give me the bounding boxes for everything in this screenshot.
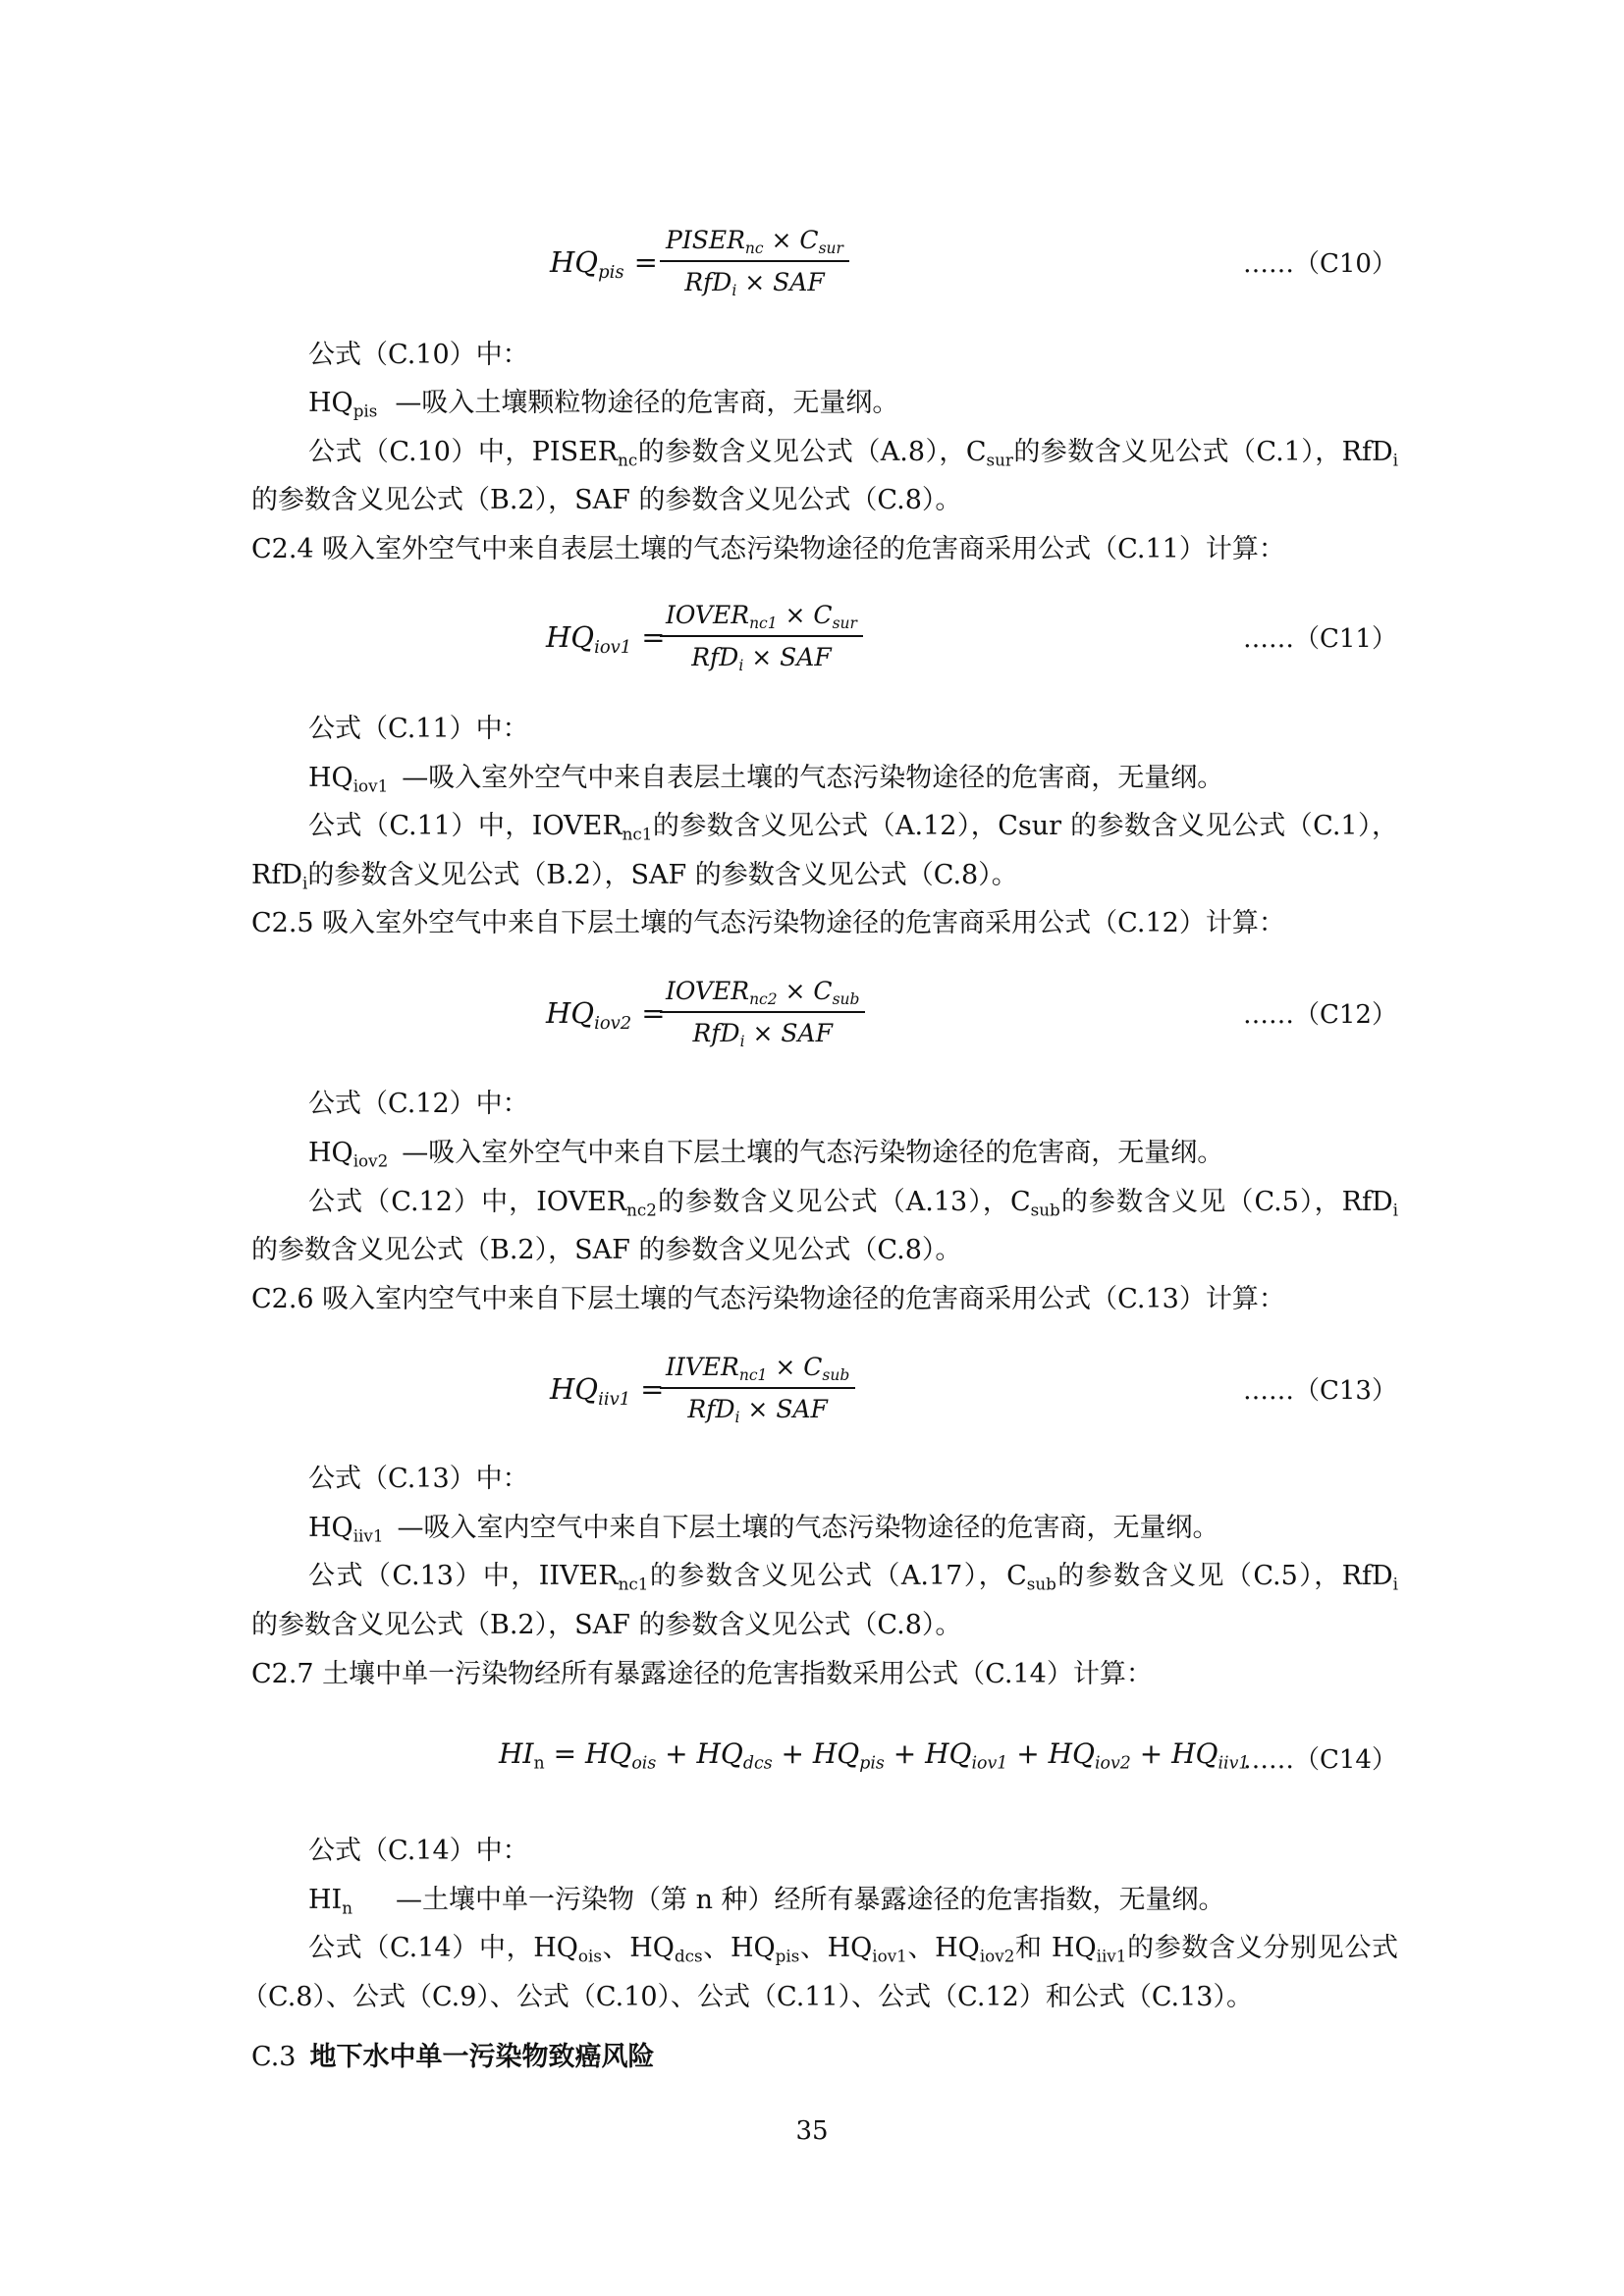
equation-number: ……（C14） bbox=[1243, 1745, 1397, 1775]
equation-fraction bbox=[660, 226, 849, 299]
equation-lhs: $HQ_{pis}$ = bbox=[550, 245, 658, 283]
parameter-note-cont: 的参数含义见公式（B.2），SAF 的参数含义见公式（C.8）。 bbox=[251, 1235, 962, 1265]
equation-denominator: RfD$_i$ × SAF bbox=[684, 268, 825, 299]
section-c2-6: C2.6 吸入室内空气中来自下层土壤的气态污染物途径的危害商采用公式（C.13）计算： bbox=[251, 1284, 1285, 1314]
equation-numerator: $IOVER_{nc2} \times C_{sub}$ bbox=[660, 977, 865, 1013]
parameter-note: 公式（C.10）中，$PISER_{nc}$的参数含义见公式（A.8），$C_{sur}$的参数含义见公式（C.1），RfD$_i$ bbox=[308, 437, 1398, 470]
formula-intro: 公式（C.11）中： bbox=[308, 714, 529, 744]
equation-c14: $HI_n = HQ_{ois} + HQ_{dcs} + HQ_{pis} + HQ_{iov1} + HQ_{iov2} + HQ_{iiv1}$ bbox=[499, 1737, 1250, 1774]
parameter-note-cont: （C.8）、公式（C.9）、公式（C.10）、公式（C.11）、公式（C.12）和公式（C.13）。 bbox=[242, 1982, 1253, 2012]
parameter-note: 公式（C.14）中，$HQ_{ois}$、$HQ_{dcs}$、$HQ_{pis}$、$HQ_{iov1}$、$HQ_{iov2}$和 $HQ_{iiv1}$的参数含义分别见公式 bbox=[308, 1933, 1398, 1966]
symbol-definition: $HQ_{iov1}$ —吸入室外空气中来自表层土壤的气态污染物途径的危害商，无量纲。 bbox=[308, 763, 1224, 796]
equation-number: ……（C12） bbox=[1243, 1000, 1397, 1030]
equation-numerator: $PISER_{nc} \times C_{sur}$ bbox=[660, 226, 849, 262]
equation-fraction bbox=[660, 601, 863, 674]
parameter-note: 公式（C.11）中，$IOVER_{nc1}$的参数含义见公式（A.12），Csur 的参数含义见公式（C.1）， bbox=[308, 811, 1398, 844]
formula-intro: 公式（C.14）中： bbox=[308, 1836, 529, 1866]
equation-numerator: $IIVER_{nc1} \times C_{sub}$ bbox=[660, 1353, 855, 1389]
equation-number: ……（C10） bbox=[1243, 249, 1397, 279]
parameter-note-cont: 的参数含义见公式（B.2），SAF 的参数含义见公式（C.8）。 bbox=[251, 485, 962, 515]
parameter-note: 公式（C.13）中，$IIVER_{nc1}$的参数含义见公式（A.17），$C_{sub}$的参数含义见（C.5），RfD$_i$ bbox=[308, 1561, 1398, 1594]
formula-intro: 公式（C.10）中： bbox=[308, 340, 529, 370]
equation-lhs: $HQ_{iiv1}$ = bbox=[550, 1372, 665, 1410]
equation-numerator: $IOVER_{nc1} \times C_{sur}$ bbox=[660, 601, 863, 637]
symbol-definition: $HI_n$ —土壤中单一污染物（第 n 种）经所有暴露途径的危害指数，无量纲。 bbox=[308, 1885, 1225, 1918]
symbol-definition: $HQ_{iov2}$ —吸入室外空气中来自下层土壤的气态污染物途径的危害商，无量纲。 bbox=[308, 1138, 1224, 1171]
section-c2-5: C2.5 吸入室外空气中来自下层土壤的气态污染物途径的危害商采用公式（C.12）计算： bbox=[251, 908, 1285, 938]
equation-lhs: $HQ_{iov1}$ = bbox=[546, 620, 666, 658]
equation-denominator: RfD$_i$ × SAF bbox=[691, 643, 832, 674]
symbol-definition: $HQ_{pis}$ —吸入土壤颗粒物途径的危害商，无量纲。 bbox=[308, 388, 899, 421]
page-number: 35 bbox=[795, 2116, 829, 2146]
section-c2-4: C2.4 吸入室外空气中来自表层土壤的气态污染物途径的危害商采用公式（C.11）计算： bbox=[251, 534, 1285, 564]
section-c3-heading: C.3 地下水中单一污染物致癌风险 bbox=[251, 2042, 655, 2072]
equation-number: ……（C11） bbox=[1243, 624, 1397, 654]
equation-number: ……（C13） bbox=[1243, 1376, 1397, 1406]
parameter-note-cont: RfD$_i$的参数含义见公式（B.2），SAF 的参数含义见公式（C.8）。 bbox=[251, 860, 1018, 893]
parameter-note: 公式（C.12）中，$IOVER_{nc2}$的参数含义见公式（A.13），$C_{sub}$的参数含义见（C.5），RfD$_i$ bbox=[308, 1187, 1399, 1220]
parameter-note-cont: 的参数含义见公式（B.2），SAF 的参数含义见公式（C.8）。 bbox=[251, 1610, 962, 1640]
equation-denominator: RfD$_i$ × SAF bbox=[692, 1019, 833, 1050]
equation-lhs: $HQ_{iov2}$ = bbox=[546, 996, 666, 1034]
formula-intro: 公式（C.13）中： bbox=[308, 1464, 529, 1494]
equation-fraction bbox=[660, 977, 865, 1050]
equation-denominator: RfD$_i$ × SAF bbox=[687, 1395, 828, 1426]
section-c2-7: C2.7 土壤中单一污染物经所有暴露途径的危害指数采用公式（C.14）计算： bbox=[251, 1659, 1153, 1689]
equation-fraction bbox=[660, 1353, 855, 1426]
formula-intro: 公式（C.12）中： bbox=[308, 1089, 529, 1119]
symbol-definition: $HQ_{iiv1}$ —吸入室内空气中来自下层土壤的气态污染物途径的危害商，无量纲。 bbox=[308, 1513, 1219, 1546]
